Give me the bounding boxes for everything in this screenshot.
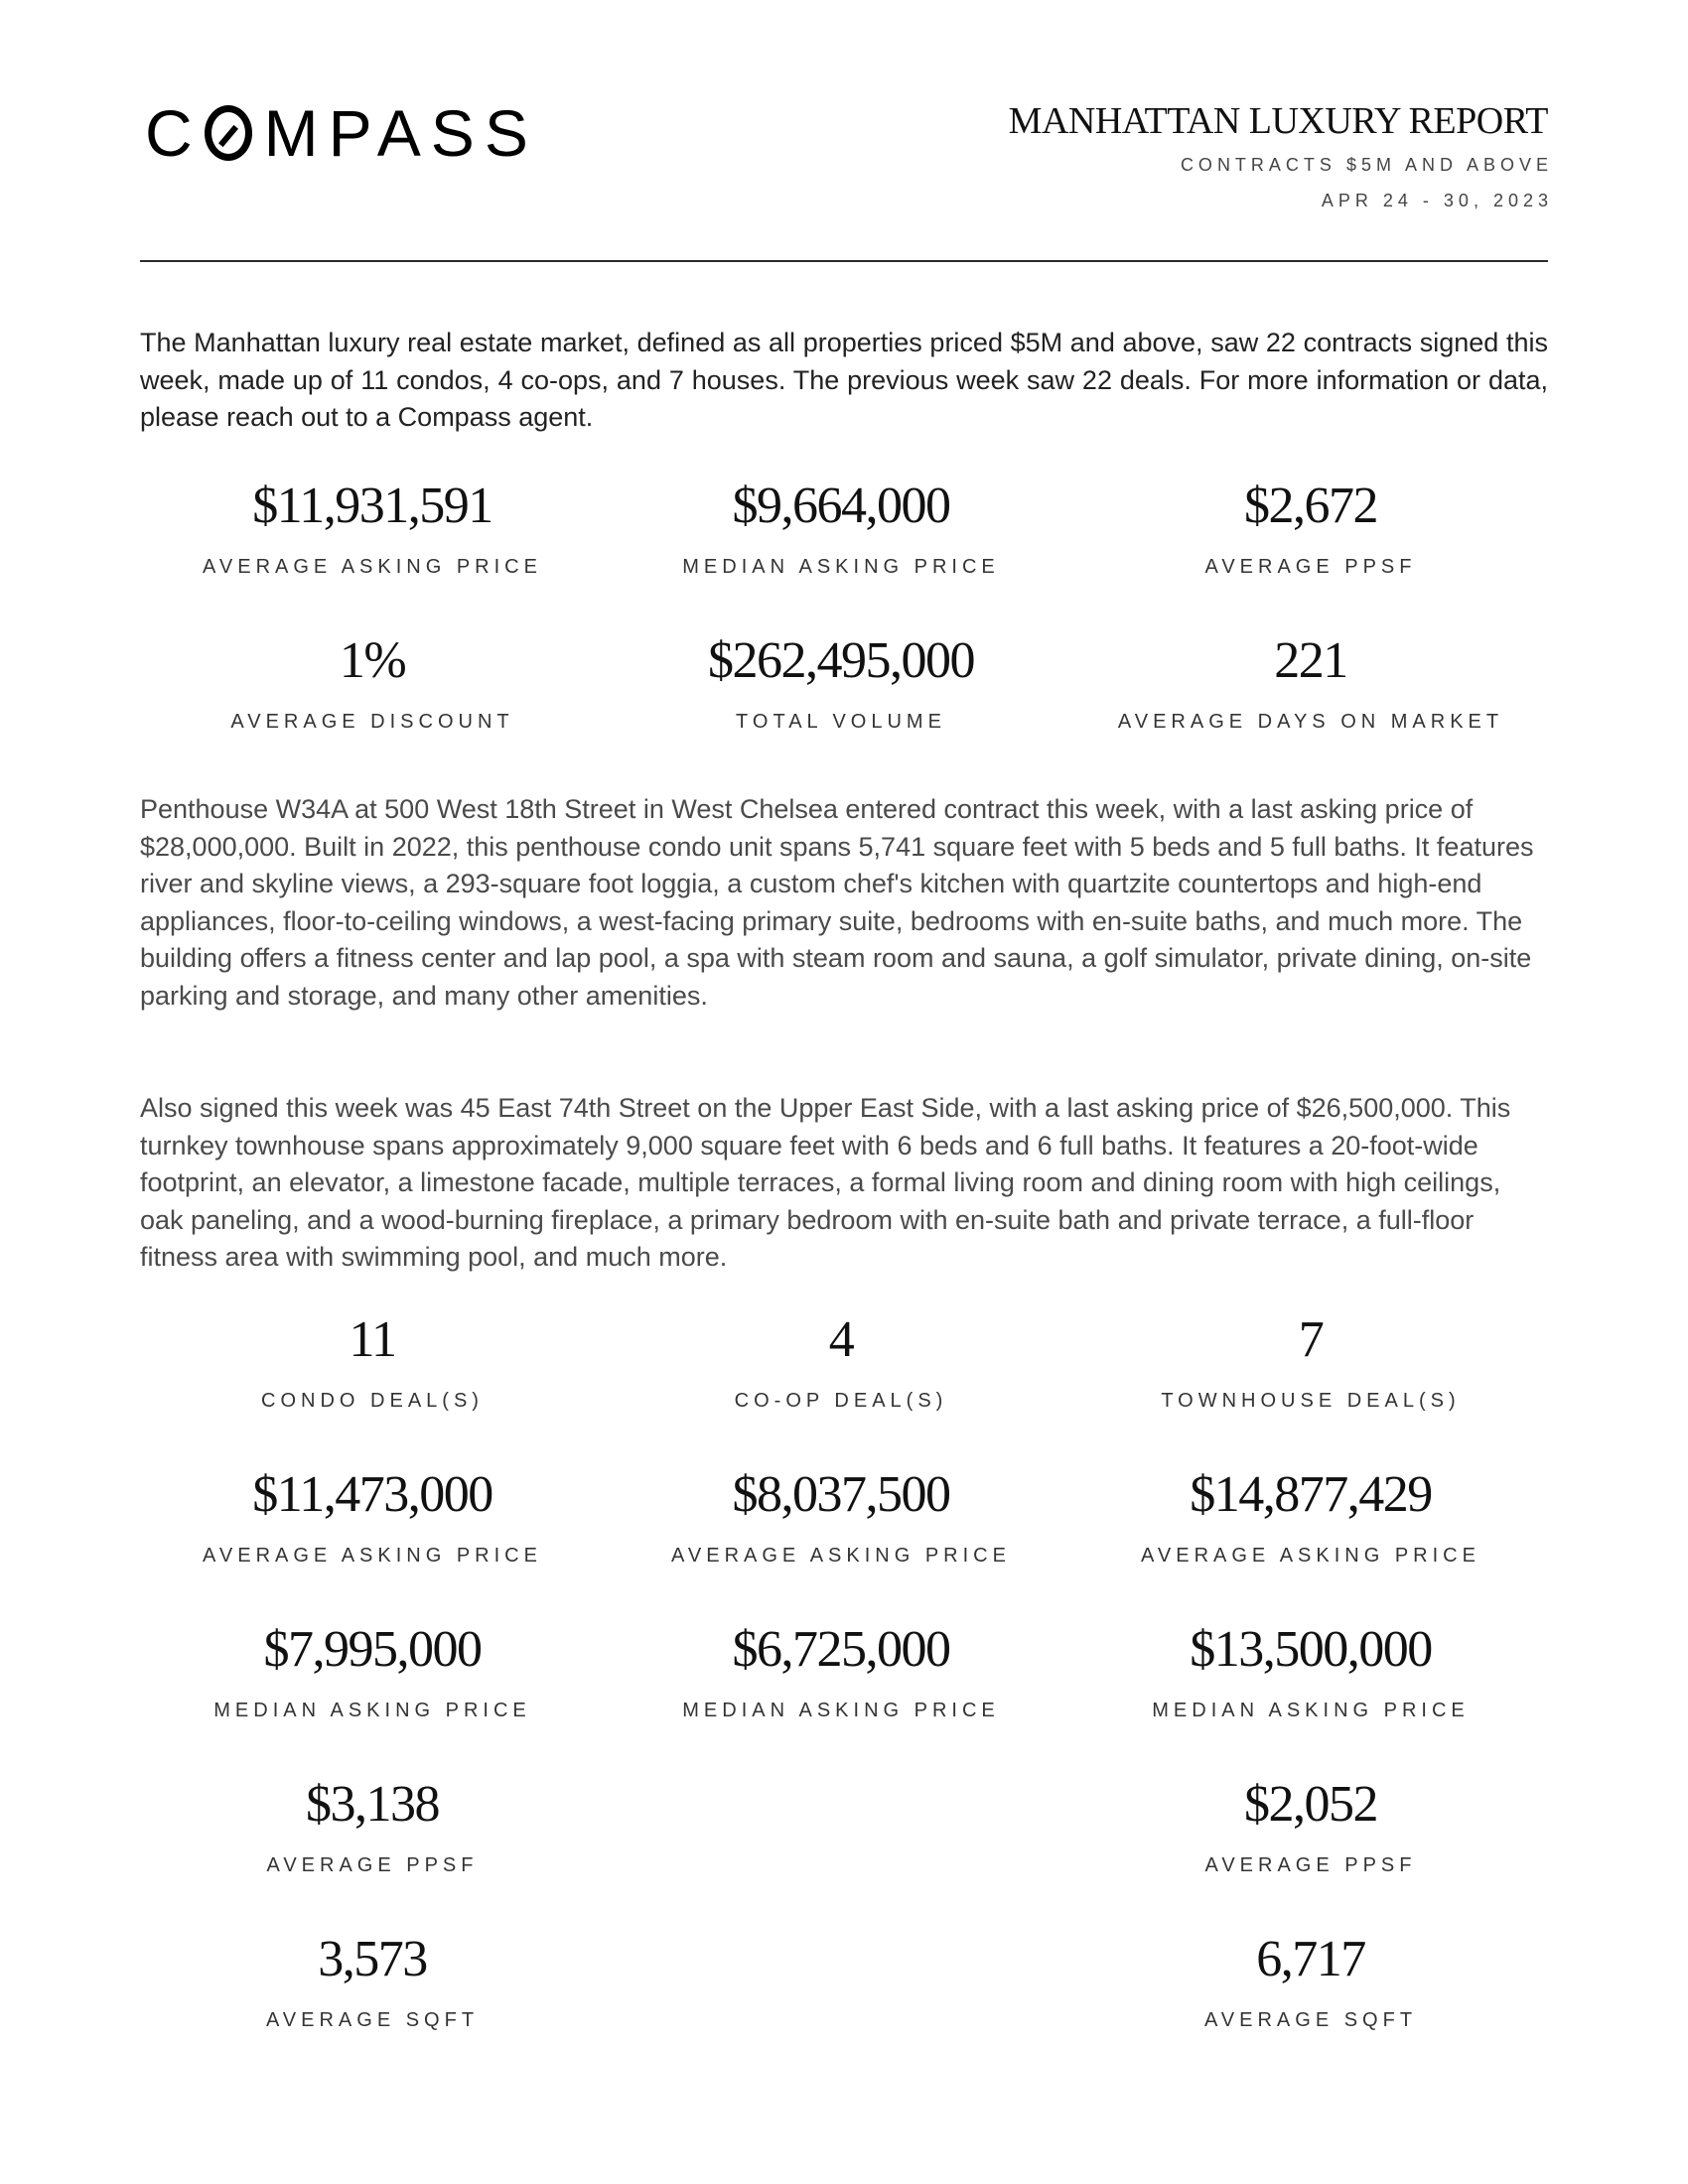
stat-label: MEDIAN ASKING PRICE: [682, 556, 1000, 578]
stat-median-asking-price: [607, 477, 1075, 579]
stat-label: CONDO DEAL(S): [261, 1390, 484, 1412]
coop-median-asking-price: [607, 1620, 1075, 1722]
stat-label: TOWNHOUSE DEAL(S): [1161, 1390, 1461, 1412]
condo-average-sqft: [138, 1930, 607, 2032]
stat-average-ppsf: [1076, 477, 1545, 579]
coop-deals: [607, 1310, 1075, 1413]
townhouse-average-sqft: [1076, 1930, 1545, 2032]
header-divider: [140, 260, 1548, 262]
compass-logo: [145, 96, 538, 170]
stat-label: AVERAGE PPSF: [266, 1854, 479, 1876]
stat-label: AVERAGE ASKING PRICE: [1141, 1545, 1480, 1567]
stat-label: AVERAGE DAYS ON MARKET: [1117, 711, 1504, 733]
stat-value: 4: [828, 1311, 854, 1368]
stat-value: 7: [1298, 1311, 1324, 1368]
stat-label: AVERAGE ASKING PRICE: [203, 1545, 542, 1567]
stat-value: $11,931,591: [252, 478, 492, 534]
stat-label: AVERAGE SQFT: [1203, 2009, 1418, 2031]
stat-value: $11,473,000: [252, 1466, 492, 1523]
townhouse-deals: [1076, 1310, 1545, 1413]
stat-value: $2,052: [1244, 1776, 1377, 1833]
intro-paragraph: The Manhattan luxury real estate market, defined as all properties priced $5M and above, saw 22 contracts signed this week, made up of 11 condos, 4 co-ops, and 7 houses. The previous week saw 22 deals. For more information or data, please reach out to a Compass agent.: [140, 328, 1548, 432]
report-page: [140, 0, 1553, 2031]
stat-label: AVERAGE DISCOUNT: [230, 711, 514, 733]
condo-average-ppsf: [138, 1775, 607, 1877]
featured-listing-paragraph-1: Penthouse W34A at 500 West 18th Street in West Chelsea entered contract this week, with a last asking price of $28,000,000. Built in 2022, this penthouse condo unit spans 5,741 square feet with 5 beds and 5 full baths. It features river and skyline views, a 293-square foot loggia, a custom chef's kitchen with quartzite countertops and high-end appliances, floor-to-ceiling windows, a west-facing primary suite, bedrooms with en-suite baths, and much more. The building offers a fitness center and lap pool, a spa with steam room and sauna, a golf simulator, private dining, on-site parking and storage, and many other amenities.: [140, 794, 1534, 1011]
stat-label: AVERAGE ASKING PRICE: [203, 556, 542, 578]
condo-deals: [138, 1310, 607, 1413]
stat-total-volume: [607, 631, 1075, 734]
report-subtitle: CONTRACTS $5M AND ABOVE: [1180, 155, 1553, 175]
report-header: [140, 0, 1553, 263]
stat-label: MEDIAN ASKING PRICE: [682, 1700, 1000, 1721]
stat-value: 1%: [339, 632, 406, 689]
stat-value: $14,877,429: [1190, 1466, 1432, 1523]
stat-value: $6,725,000: [732, 1621, 950, 1678]
stat-value: $2,672: [1244, 478, 1377, 534]
report-title: MANHATTAN LUXURY REPORT: [1008, 100, 1548, 142]
stat-label: TOTAL VOLUME: [736, 711, 946, 733]
stat-label: AVERAGE PPSF: [1204, 1854, 1417, 1876]
stat-value: 3,573: [318, 1931, 427, 1987]
stat-value: $3,138: [306, 1776, 439, 1833]
condo-average-asking-price: [138, 1465, 607, 1568]
stat-value: 221: [1274, 632, 1347, 689]
townhouse-average-asking-price: [1076, 1465, 1545, 1568]
stat-value: $13,500,000: [1190, 1621, 1432, 1678]
logo-text-suffix: MPASS: [263, 96, 538, 170]
logo-text-prefix: C: [145, 96, 203, 170]
townhouse-median-asking-price: [1076, 1620, 1545, 1722]
townhouse-average-ppsf: [1076, 1775, 1545, 1877]
featured-listing-paragraph-2: Also signed this week was 45 East 74th Street on the Upper East Side, with a last asking price of $26,500,000. This turnkey townhouse spans approximately 9,000 square feet with 6 beds and 6 full baths. It features a 20-foot-wide footprint, an elevator, a limestone facade, multiple terraces, a formal living room and dining room with high ceilings, oak paneling, and a wood-burning fireplace, a primary bedroom with en-suite bath and private terrace, a full-floor fitness area with swimming pool, and much more.: [140, 1093, 1511, 1272]
stat-value: $8,037,500: [732, 1466, 950, 1523]
stat-value: $7,995,000: [263, 1621, 482, 1678]
stat-label: AVERAGE SQFT: [265, 2009, 480, 2031]
stat-value: $262,495,000: [708, 632, 974, 689]
stat-label: CO-OP DEAL(S): [734, 1390, 948, 1412]
stat-label: AVERAGE ASKING PRICE: [671, 1545, 1011, 1567]
stat-label: AVERAGE PPSF: [1204, 556, 1417, 578]
stat-value: 11: [349, 1311, 396, 1368]
stat-average-discount: [138, 631, 607, 734]
stat-average-asking-price: [138, 477, 607, 579]
stat-label: MEDIAN ASKING PRICE: [213, 1700, 531, 1721]
stat-average-days-on-market: [1076, 631, 1545, 734]
coop-average-asking-price: [607, 1465, 1075, 1568]
report-date-range: APR 24 - 30, 2023: [1321, 191, 1553, 210]
condo-median-asking-price: [138, 1620, 607, 1722]
compass-o-icon: [205, 105, 252, 161]
stat-value: $9,664,000: [732, 478, 950, 534]
stat-value: 6,717: [1256, 1931, 1365, 1987]
stat-label: MEDIAN ASKING PRICE: [1152, 1700, 1470, 1721]
